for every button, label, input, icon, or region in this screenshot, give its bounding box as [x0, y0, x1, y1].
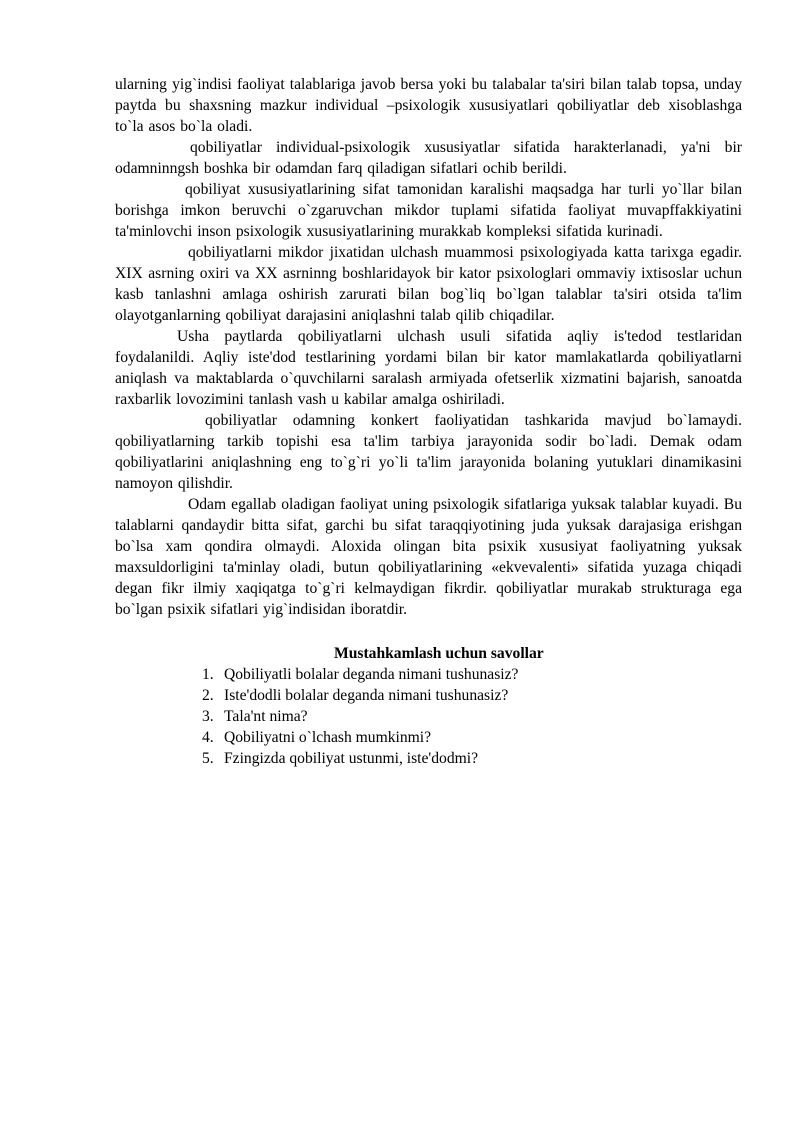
- question-item: [115, 664, 742, 685]
- question-number: 4.: [202, 729, 214, 746]
- paragraph-continuation: ularning yig`indisi faoliyat talablariga javob bersa yoki bu talabalar ta'siri bilan talab topsa, unday paytda bu shaxsning mazkur individual –psixologik xususiyatlari qobiliyatlar deb xisoblashga to`la asos bo`la oladi.: [115, 76, 742, 135]
- question-text: Fzingizda qobiliyat ustunmi, iste'dodmi?: [224, 750, 479, 767]
- paragraph-testing: Usha paytlarda qobiliyatlarni ulchash usuli sifatida aqliy is'tedod testlaridan foydalanildi. Aqliy iste'dod testlarining yordami bilan bir kator mamlakatlarda qobiliyatlarni aniqlash va maktablarda o`quvchilarni saralash armiyada ofetserlik xizmatini bajarish, sanoatda raxbarlik lovozimini tanlash vash u kabilar amalga oshiriladi.: [115, 328, 742, 408]
- paragraph-requirements: Odam egallab oladigan faoliyat uning psixologik sifatlariga yuksak talablar kuyadi. Bu talablarni qandaydir bitta sifat, garchi bu sifat taraqqiyotining juda yuksak darajasiga erishgan bo`lsa xam qondira olmaydi. Aloxida olingan bita psixik xususiyat faoliyatning yuksak maxsuldorligini ta'minlay oladi, butun qobiliyatlarining «ekvevalenti» sifatida yuzaga chiqadi degan fikr ilmiy xaqiqatga to`g`ri kelmaydigan fikrdir. qobiliyatlar murakab strukturaga ega bo`lgan psixik sifatlari yig`indisidan iboratdir.: [115, 496, 742, 618]
- question-text: Iste'dodli bolalar deganda nimani tushunasiz?: [224, 687, 509, 704]
- questions-heading: Mustahkamlash uchun savollar: [334, 645, 544, 662]
- paragraph-qobiliyat-quality: qobiliyat xususiyatlarining sifat tamonidan karalishi maqsadga har turli yo`llar bilan borishga imkon beruvchi o`zgaruvchan mikdor tuplami sifatida faoliyat muvapffakkiyatini ta'minlovchi inson psixologik xususiyatlarining murakkab kompleksi sifatida kurinadi.: [115, 181, 742, 240]
- question-number: 1.: [202, 666, 214, 683]
- document-page: [115, 74, 742, 769]
- question-item: [115, 706, 742, 727]
- question-text: Qobiliyatni o`lchash mumkinmi?: [224, 729, 432, 746]
- paragraph-qobiliyatlar-definition: qobiliyatlar individual-psixologik xususiyatlar sifatida harakterlanadi, ya'ni bir odamninngsh boshka bir odamdan farq qiladigan sifatlari ochib berildi.: [115, 139, 742, 177]
- question-number: 3.: [202, 708, 214, 725]
- question-item: [115, 727, 742, 748]
- questions-list: [115, 664, 742, 769]
- question-item: [115, 685, 742, 706]
- question-item: [115, 748, 742, 769]
- paragraph-measurement-history: qobiliyatlarni mikdor jixatidan ulchash muammosi psixologiyada katta tarixga egadir. XIX asrning oxiri va XX asrninng boshlaridayok bir kator psixologlari ommaviy ixtisoslar uchun kasb tanlashni amlaga oshirish zarurati bilan bog`liq bo`lgan talablar ta'siri otsida ta'lim olayotganlarning qobiliyat darajasini aniqlashni talab qilib chiqadilar.: [115, 244, 742, 324]
- paragraph-activity: qobiliyatlar odamning konkert faoliyatidan tashkarida mavjud bo`lamaydi. qobiliyatlarning tarkib topishi esa ta'lim tarbiya jarayonida sodir bo`ladi. Demak odam qobiliyatlarini aniqlashning eng to`g`ri yo`li ta'lim jarayonida bolaning yutuklari dinamikasini namoyon qilishdir.: [115, 412, 742, 492]
- question-text: Tala'nt nima?: [224, 708, 308, 725]
- question-number: 2.: [202, 687, 214, 704]
- question-text: Qobiliyatli bolalar deganda nimani tushunasiz?: [224, 666, 519, 683]
- question-number: 5.: [202, 750, 214, 767]
